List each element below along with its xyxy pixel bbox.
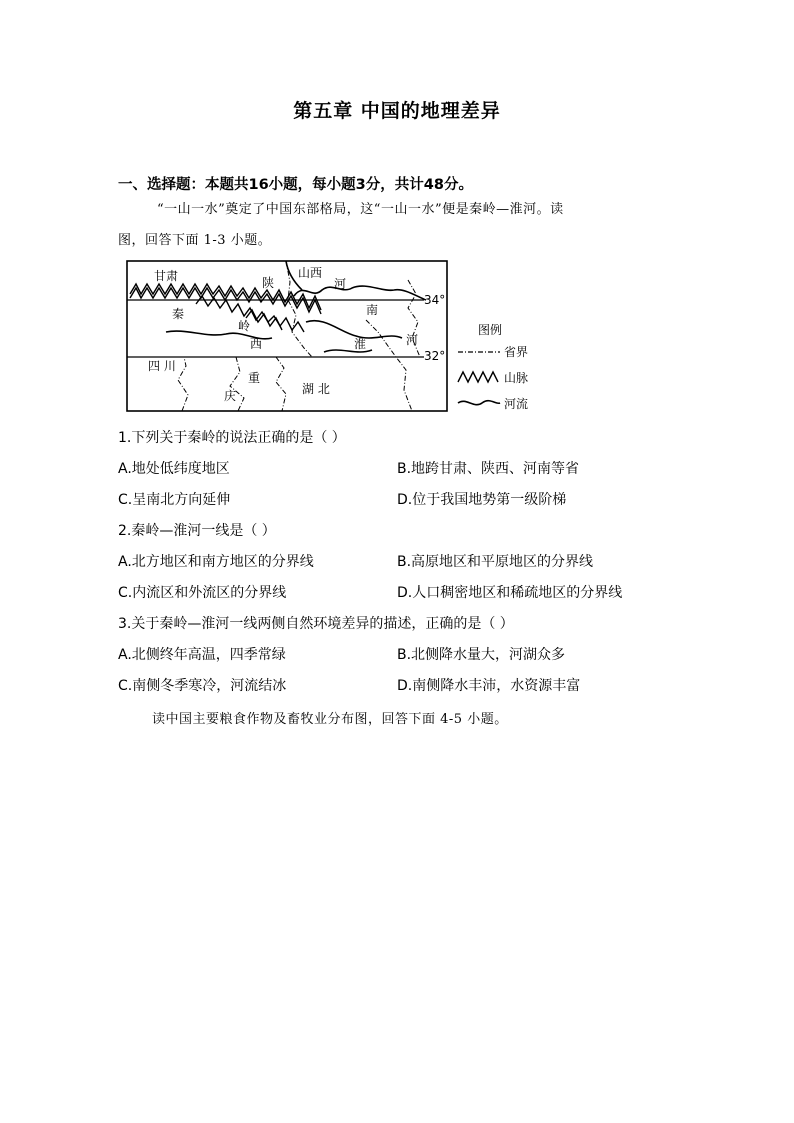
question-1-stem: 1.下列关于秦岭的说法正确的是（ ） [118,430,346,446]
label-lat-34: 34° [424,293,446,307]
intro-line-2: 图，回答下面 1-3 小题。 [118,233,272,248]
question-2-option-d: D.人口稠密地区和稀疏地区的分界线 [397,585,623,601]
question-1-option-a: A.地处低纬度地区 [118,461,230,477]
question-2-stem: 2.秦岭—淮河一线是（ ） [118,523,276,539]
label-nan: 南 [366,303,379,317]
question-1-option-c: C.呈南北方向延伸 [118,492,231,508]
question-3-option-d: D.南侧降水丰沛，水资源丰富 [397,678,581,694]
label-huai: 淮 [354,337,367,351]
legend-boundary-label: 省界 [504,345,529,359]
label-ling: 岭 [238,319,251,333]
map-frame [127,261,447,411]
label-he: 河 [334,277,347,291]
legend-mountain-symbol [458,372,498,382]
question-2-option-c: C.内流区和外流区的分界线 [118,585,287,601]
intro-line-1: “一山一水”奠定了中国东部格局，这“一山一水”便是秦岭—淮河。读 [157,202,564,217]
outro-line: 读中国主要粮食作物及畜牧业分布图，回答下面 4-5 小题。 [152,712,508,727]
label-he2: 河 [406,333,419,347]
question-1-option-d: D.位于我国地势第一级阶梯 [397,492,567,508]
label-shanxi: 山西 [298,266,323,280]
question-3-option-b: B.北侧降水量大，河湖众多 [397,647,566,663]
question-3-option-c: C.南侧冬季寒冷，河流结冰 [118,678,287,694]
question-2-option-a: A.北方地区和南方地区的分界线 [118,554,314,570]
label-lat-32: 32° [424,349,446,363]
qinling-huaihe-map [126,260,534,412]
question-3-stem: 3.关于秦岭—淮河一线两侧自然环境差异的描述，正确的是（ ） [118,616,514,632]
label-shaan: 陕 [262,276,275,290]
map-legend [458,322,528,411]
question-3-option-a: A.北侧终年高温，四季常绿 [118,647,286,663]
legend-mountain-label: 山脉 [504,371,529,385]
label-qin: 秦 [172,307,185,321]
label-hubei: 湖 北 [302,382,330,396]
label-shaan-xi: 西 [250,337,263,351]
label-gansu: 甘肃 [154,269,179,283]
label-chong: 重 [248,371,261,385]
section-heading: 一、选择题：本题共16小题，每小题3分，共计48分。 [118,177,473,193]
page-title: 第五章 中国的地理差异 [293,100,501,122]
question-1-option-b: B.地跨甘肃、陕西、河南等省 [397,461,580,477]
label-sichuan: 四 川 [148,359,176,373]
qinling-mountain-range [130,284,321,332]
legend-river-symbol [458,401,500,405]
legend-title: 图例 [478,323,503,337]
label-qing: 庆 [224,389,237,403]
question-2-option-b: B.高原地区和平原地区的分界线 [397,554,594,570]
legend-river-label: 河流 [504,397,529,411]
